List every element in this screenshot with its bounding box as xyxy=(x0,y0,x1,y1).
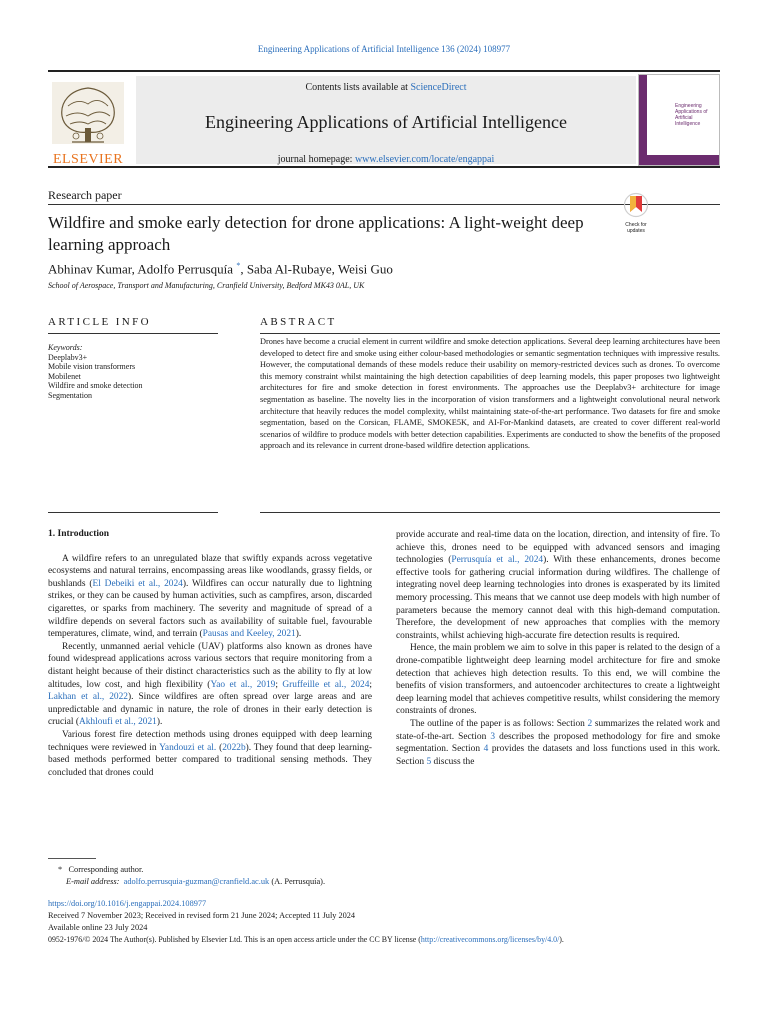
sciencedirect-link[interactable]: ScienceDirect xyxy=(410,82,467,93)
corresponding-author-mark[interactable]: * xyxy=(236,261,241,270)
received-dates: Received 7 November 2023; Received in revised form 21 June 2024; Accepted 11 July 2024 xyxy=(48,911,356,920)
abstract-text: Drones have become a crucial element in current wildfire and smoke detection applications. Several deep learning architectures have been developed to detect fire and smoke using either colour-based methodologies or semantic segmentation techniques with impressive results. However, the computational demands of these models reduce their usability on memory-restricted devices such as drones. To overcome this memory constraint whilst maintaining the high detection capabilities of deep learning models, this paper proposes two lightweight architectures for fire and smoke detection in forest environments. The approaches use the Deeplabv3+ architecture for image segmentation as baseline. The novelty lies in the incorporation of vision transformers and a lightweight convolutional neural network architecture that heavily reduces the model complexity, whilst maintaining state-of-the-art performance. Two datasets for fire and smoke segmentation, based on the Corsican, FLAME, SMOKE5K, and AI-For-Mankind datasets, are created to cover different real-world scenarios of wildfire to produce models with better detection capabilities. Experiments are conducted to show the benefits of the proposed approach and its relevance in current drone-based wildfire detection applications. xyxy=(260,337,720,451)
introduction-heading: 1. Introduction xyxy=(48,529,110,539)
paragraph: Hence, the main problem we aim to solve in this paper is related to the design of a drone-compatible lightweight deep learning model architecture for fire and smoke detection that achieves high detection results. To this end, we will combine the benefits of vision transformers, and autoencoder architectures to create a lightweight deep learning model that achieves competitive results, whilst considering the memory constraints of drones. xyxy=(396,643,720,717)
license-link[interactable]: http://creativecommons.org/licenses/by/4.0/ xyxy=(420,935,560,944)
badge-line1: Check for xyxy=(625,222,647,228)
affiliation: School of Aerospace, Transport and Manufacturing, Cranfield University, Bedford MK43 0AL, UK xyxy=(48,281,365,290)
masthead-banner xyxy=(136,76,636,164)
citation-link[interactable]: Pausas and Keeley, 2021 xyxy=(202,629,296,640)
section-link[interactable]: 2 xyxy=(587,718,593,729)
footnote xyxy=(58,864,325,888)
divider xyxy=(260,512,720,513)
keyword: Mobilenet xyxy=(48,371,81,381)
divider xyxy=(260,333,720,334)
keywords-block xyxy=(48,343,218,400)
contents-prefix: Contents lists available at xyxy=(305,82,411,93)
paper-type: Research paper xyxy=(48,188,122,202)
cover-title: Engineering Applications of Artificial Intelligence xyxy=(675,103,708,127)
citation-link[interactable]: Yao et al., 2019 xyxy=(210,679,276,690)
keyword: Mobile vision transformers xyxy=(48,362,136,371)
masthead xyxy=(48,70,720,168)
paragraph: The outline of the paper is as follows: Section 2 summarizes the related work and state-of-the-art. Section 3 describes the proposed methodology for fire and smoke segmentation. Section 4 provides the datasets and loss functions used in this work. Section 5 discuss the xyxy=(396,718,720,767)
cover-band xyxy=(639,155,719,165)
divider xyxy=(48,512,218,513)
corresponding-label: Corresponding author. xyxy=(68,865,144,874)
footnote-mark: * xyxy=(58,865,63,874)
authors-first: Abhinav Kumar, Adolfo Perrusquía xyxy=(48,261,237,277)
abstract-body xyxy=(260,336,720,504)
email-label: E-mail address: xyxy=(66,877,120,886)
right-column xyxy=(396,529,720,768)
footnote-rule xyxy=(48,858,96,859)
journal-cover[interactable] xyxy=(638,74,720,166)
keyword: Wildfire and smoke detection xyxy=(48,381,143,390)
citation-link[interactable]: Lakhan et al., 2022 xyxy=(48,692,128,703)
check-for-updates-badge[interactable] xyxy=(618,192,654,234)
divider xyxy=(48,333,218,334)
citation-link[interactable]: Perrusquía et al., 2024 xyxy=(451,555,544,566)
badge-label xyxy=(618,223,654,234)
doi-link[interactable]: https://doi.org/10.1016/j.engappai.2024.108977 xyxy=(48,899,207,908)
homepage-link[interactable]: www.elsevier.com/locate/engappai xyxy=(354,154,495,165)
article-info-heading: ARTICLE INFO xyxy=(48,316,151,328)
paper-title: Wildfire and smoke early detection for drone applications: A light-weight deep learning approach xyxy=(48,213,584,254)
keywords-label: Keywords: xyxy=(48,343,83,352)
paragraph: Various forest fire detection methods using drones equipped with deep learning techniques were reviewed in Yandouzi et al. (2022b). They found that deep learning-based methods performed better compared to traditional sensing methods. They concluded that drones could xyxy=(48,729,373,778)
corresponding-note xyxy=(58,864,325,876)
authors-rest: , Saba Al-Rubaye, Weisi Guo xyxy=(240,261,393,277)
journal-title: Engineering Applications of Artificial Intelligence xyxy=(205,112,567,132)
publication-info xyxy=(48,898,720,946)
online-date: Available online 23 July 2024 xyxy=(48,923,148,932)
elsevier-logo xyxy=(48,76,128,166)
email-note xyxy=(58,876,325,888)
left-column xyxy=(48,528,372,779)
license-suffix: ). xyxy=(559,935,564,944)
section-link[interactable]: 4 xyxy=(483,744,489,755)
license-line xyxy=(48,934,720,946)
section-link[interactable]: 3 xyxy=(490,731,496,742)
paragraph: A wildfire refers to an unregulated blaze that swiftly expands across vegetative ecosystems and natural terrains, encompassing areas like woodlands, grassy fields, or bushlands (El Debeiki et al., 2024). Wildfires can occur naturally due to lightning strikes, or they can be caused by human activities, such as campfires, arson, discarded cigarettes, or sparks from machinery. The severity and magnitude of spread of a wildfire depends on several factors such as availability of suitable fuel, favourable temperatures, climate, wind, and terrain (Pausas and Keeley, 2021). xyxy=(48,553,372,640)
publisher-wordmark: ELSEVIER xyxy=(52,152,124,167)
email-suffix: (A. Perrusquía). xyxy=(269,877,326,886)
email-link[interactable]: adolfo.perrusquia-guzman@cranfield.ac.uk xyxy=(123,877,270,886)
citation-link[interactable]: El Debeiki et al., 2024 xyxy=(92,578,183,589)
homepage-prefix: journal homepage: xyxy=(277,154,355,165)
citation-link[interactable]: Akhloufi et al., 2021 xyxy=(78,717,157,728)
keyword: Segmentation xyxy=(48,390,92,400)
authors xyxy=(48,261,393,277)
bookmark-icon xyxy=(618,192,654,218)
abstract-heading: ABSTRACT xyxy=(260,316,337,328)
journal-citation[interactable]: Engineering Applications of Artificial Intelligence 136 (2024) 108977 xyxy=(257,44,511,54)
citation-link[interactable]: 2022b xyxy=(222,742,246,753)
citation-link[interactable]: Yandouzi et al. xyxy=(159,742,217,753)
paragraph: Recently, unmanned aerial vehicle (UAV) platforms also known as drones have found widespread applications across various sectors that require monitoring from a distant height because of their distinct characteristics such as the ability to fly at low altitudes, low cost, and high flexibility (Yao et al., 2019; Gruffeille et al., 2024; Lakhan et al., 2022). Since wildfires are often spread over large areas and are unpredictable and dynamic in nature, the role of drones in their early detection is crucial (Akhloufi et al., 2021). xyxy=(48,641,372,728)
badge-line2: updates xyxy=(627,227,645,234)
contents-line xyxy=(136,82,636,93)
section-link[interactable]: 5 xyxy=(426,756,432,767)
homepage-line xyxy=(136,154,636,165)
citation-link[interactable]: Gruffeille et al., 2024 xyxy=(282,679,370,690)
keyword: Deeplabv3+ xyxy=(48,352,88,362)
cover-spine xyxy=(639,75,647,165)
paragraph: provide accurate and real-time data on the location, direction, and intensity of fire. To achieve this, drones need to be equipped with advanced sensors and imaging technologies (Perrusquía et al., 2024). With these enhancements, drones become effective tools for gathering crucial information during wildfires. The challenge of integrating novel deep learning technologies into drones is exasperated by its limited memory processing. This means that we cannot use deep models with high number of parameters because the memory cannot deal with this high-demand computation. Therefore, the development of new approaches that complies with the memory constraints, whilst achieving high-accurate fire detection results is required. xyxy=(396,530,720,641)
license-text: 0952-1976/© 2024 The Author(s). Published by Elsevier Ltd. This is an open access article under the CC BY license ( xyxy=(48,935,421,944)
